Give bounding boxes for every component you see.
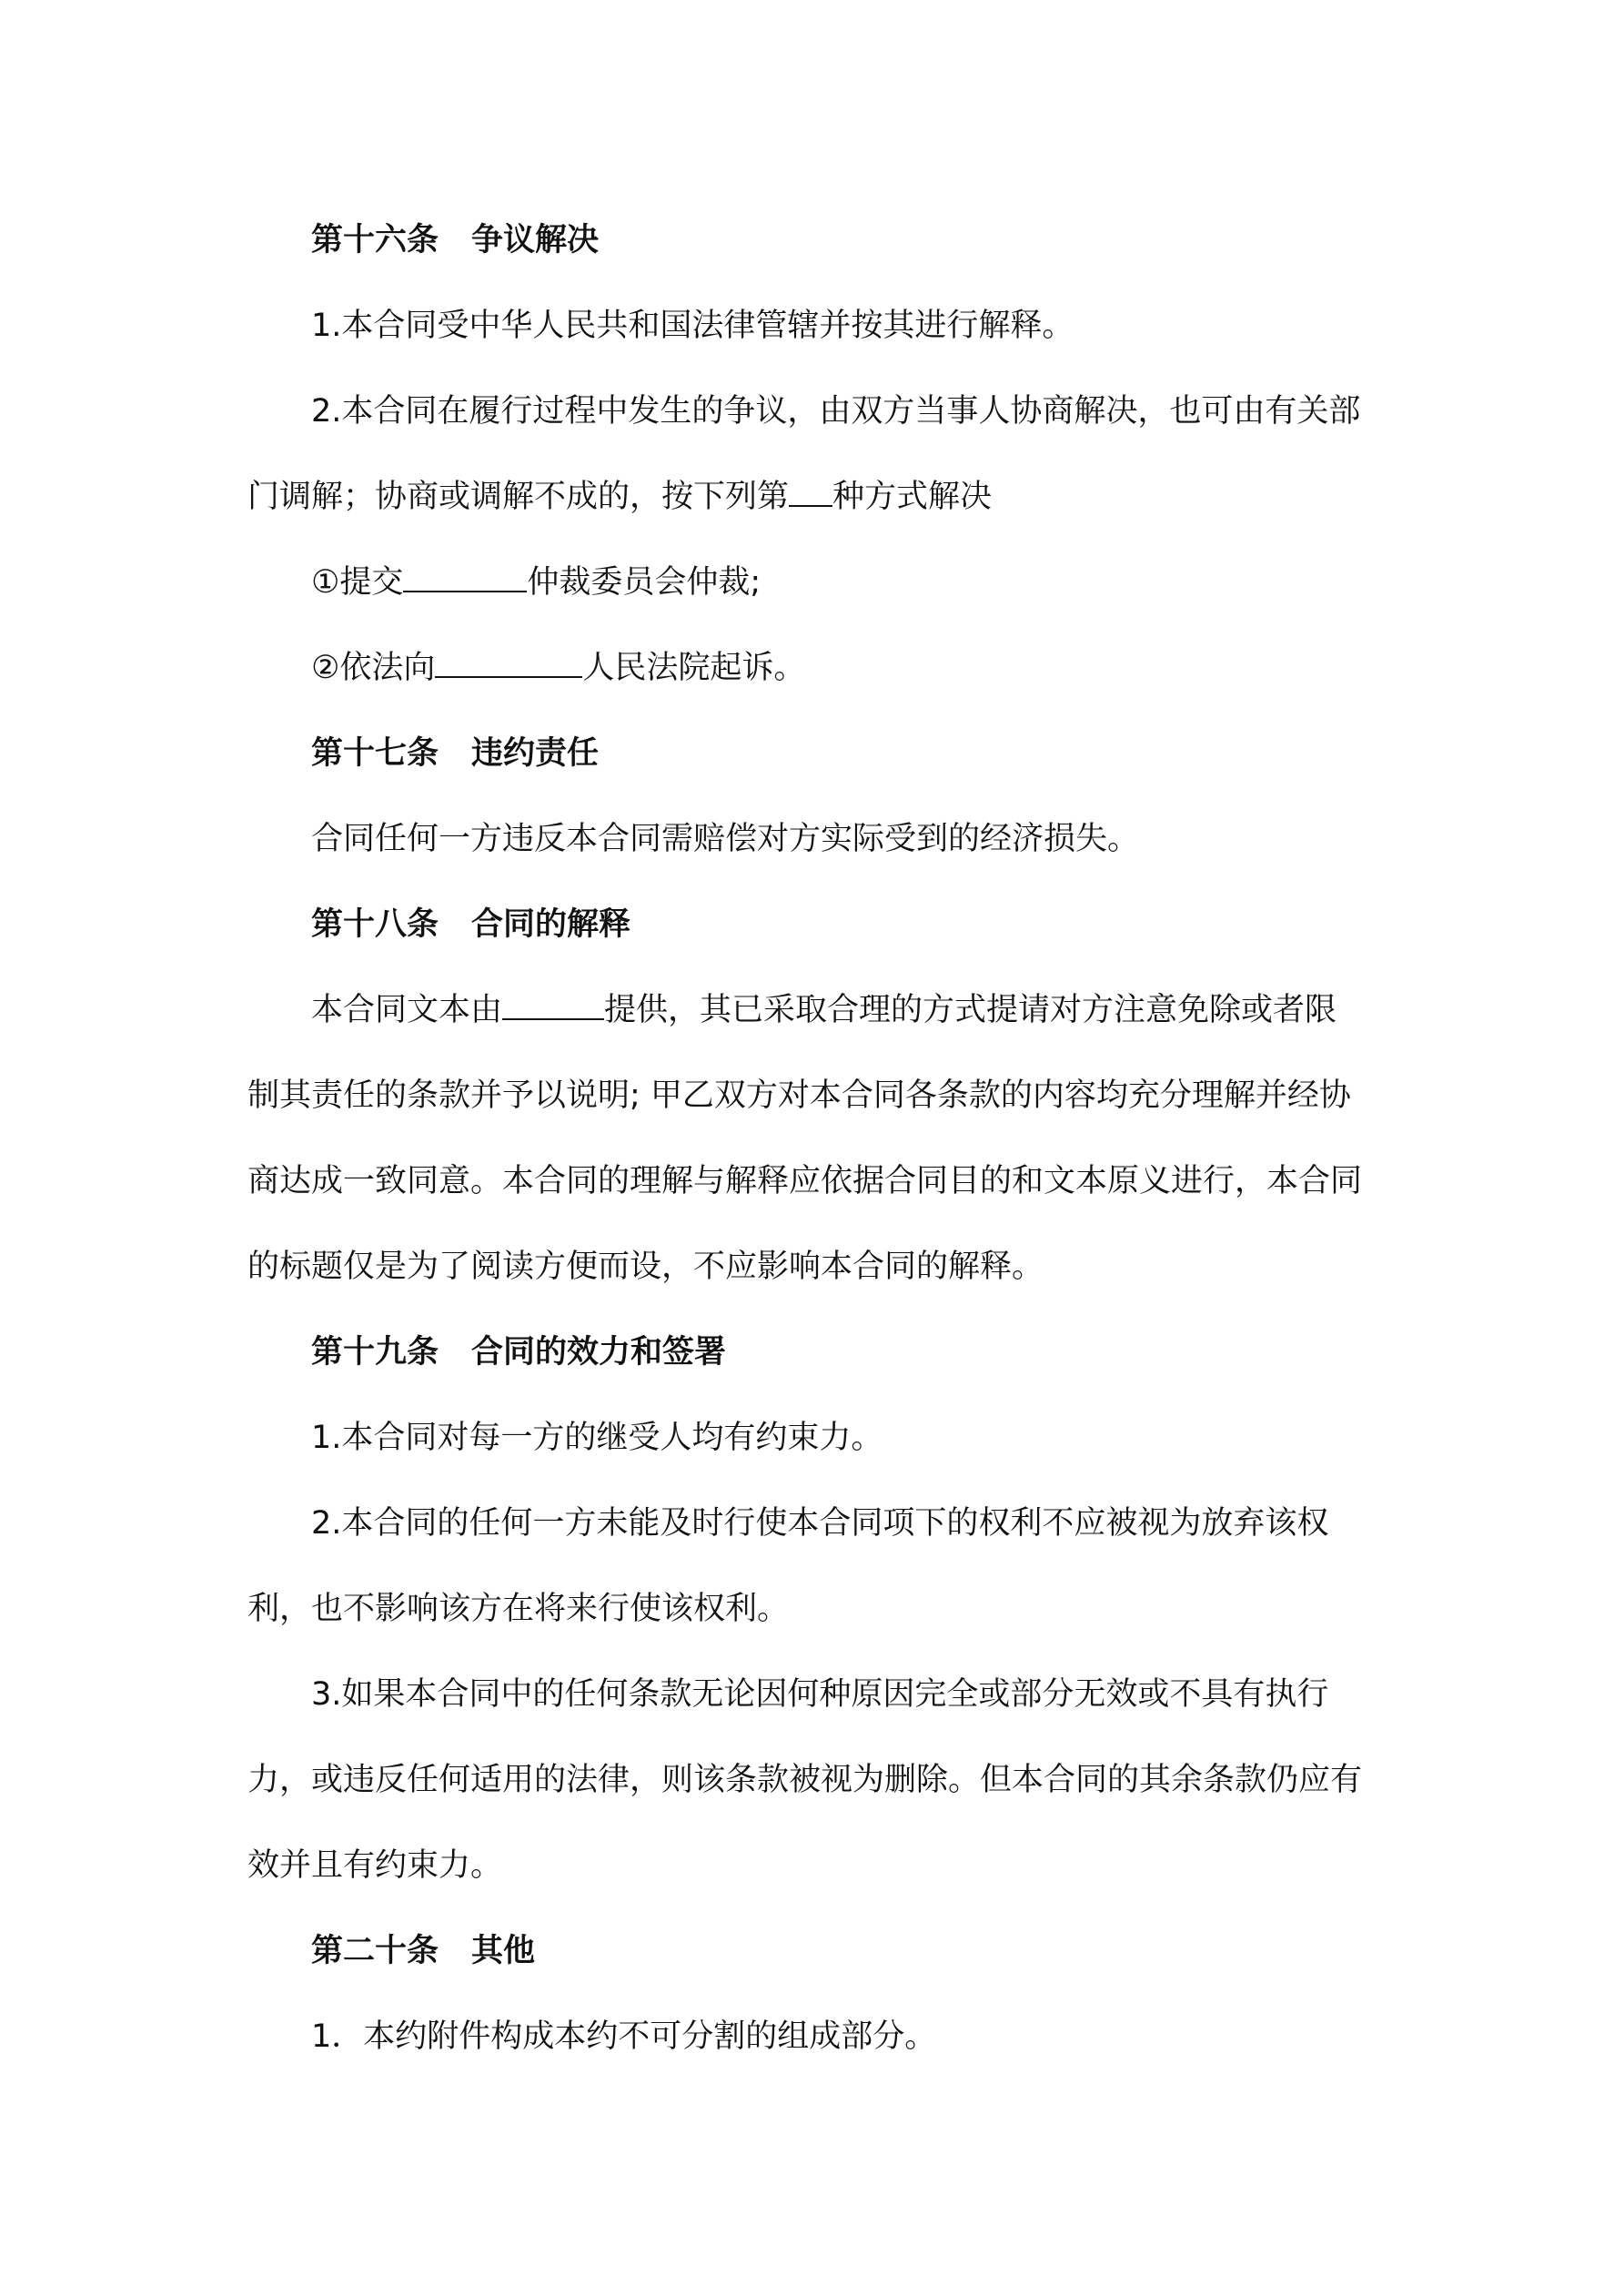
article-17-heading bbox=[311, 733, 599, 774]
article-16-paragraph-2-line-1: 2.本合同在履行过程中发生的争议，由双方当事人协商解决，也可由有关部 bbox=[311, 393, 1361, 430]
article-20-number: 第二十条 bbox=[311, 1933, 439, 1969]
option-2-line bbox=[311, 648, 805, 688]
article-18-line-3: 商达成一致同意。本合同的理解与解释应依据合同目的和文本原义进行，本合同 bbox=[247, 1163, 1363, 1199]
article-18-heading bbox=[311, 905, 630, 945]
article-19-paragraph-2-line-1: 2.本合同的任何一方未能及时行使本合同项下的权利不应被视为放弃该权 bbox=[311, 1505, 1329, 1542]
text-segment: 本合同文本由 bbox=[311, 992, 503, 1028]
text-segment: 种方式解决 bbox=[832, 479, 993, 515]
article-19-paragraph-3-line-1: 3.如果本合同中的任何条款无论因何种原因完全或部分无效或不具有执行 bbox=[311, 1676, 1329, 1713]
article-20-paragraph-1: 1．本约附件构成本约不可分割的组成部分。 bbox=[311, 2018, 937, 2055]
text-segment: 仲裁委员会仲裁; bbox=[527, 564, 762, 601]
article-20-title: 其他 bbox=[471, 1933, 536, 1969]
article-20-heading bbox=[311, 1931, 535, 1971]
article-16-number: 第十六条 bbox=[311, 222, 439, 258]
article-18-line-1 bbox=[311, 990, 1337, 1030]
article-16-title: 争议解决 bbox=[471, 222, 600, 258]
text-segment: ①提交 bbox=[311, 564, 404, 601]
article-19-paragraph-2-line-2: 利，也不影响该方在将来行使该权利。 bbox=[247, 1591, 790, 1627]
contract-provider-blank[interactable] bbox=[502, 991, 604, 1020]
article-19-heading bbox=[311, 1332, 726, 1372]
article-16-heading bbox=[311, 220, 599, 260]
article-18-line-2: 制其责任的条款并予以说明; 甲乙双方对本合同各条款的内容均充分理解并经协 bbox=[247, 1077, 1351, 1114]
article-19-title: 合同的效力和签署 bbox=[471, 1334, 727, 1371]
article-19-number: 第十九条 bbox=[311, 1334, 439, 1371]
article-18-number: 第十八条 bbox=[311, 906, 439, 943]
method-number-blank[interactable] bbox=[789, 478, 832, 507]
article-17-number: 第十七条 bbox=[311, 735, 439, 772]
article-16-paragraph-1: 1.本合同受中华人民共和国法律管辖并按其进行解释。 bbox=[311, 308, 1074, 344]
article-18-line-4: 的标题仅是为了阅读方便而设，不应影响本合同的解释。 bbox=[247, 1249, 1044, 1285]
article-16-paragraph-2-line-2 bbox=[247, 477, 992, 517]
article-19-paragraph-1: 1.本合同对每一方的继受人均有约束力。 bbox=[311, 1420, 883, 1456]
court-name-blank[interactable] bbox=[435, 649, 582, 678]
option-1-line bbox=[311, 562, 761, 602]
article-17-title: 违约责任 bbox=[471, 735, 600, 772]
article-17-paragraph-1: 合同任何一方违反本合同需赔偿对方实际受到的经济损失。 bbox=[311, 821, 1140, 857]
article-19-paragraph-3-line-2: 力，或违反任何适用的法律，则该条款被视为删除。但本合同的其余条款仍应有 bbox=[247, 1762, 1363, 1798]
text-segment: 提供，其已采取合理的方式提请对方注意免除或者限 bbox=[604, 992, 1337, 1028]
article-19-paragraph-3-line-3: 效并且有约束力。 bbox=[247, 1847, 503, 1884]
text-segment: 人民法院起诉。 bbox=[582, 650, 806, 686]
arbitration-commission-blank[interactable] bbox=[403, 563, 527, 592]
text-segment: ②依法向 bbox=[311, 650, 436, 686]
text-segment: 门调解；协商或调解不成的，按下列第 bbox=[247, 479, 790, 515]
article-18-title: 合同的解释 bbox=[471, 906, 631, 943]
